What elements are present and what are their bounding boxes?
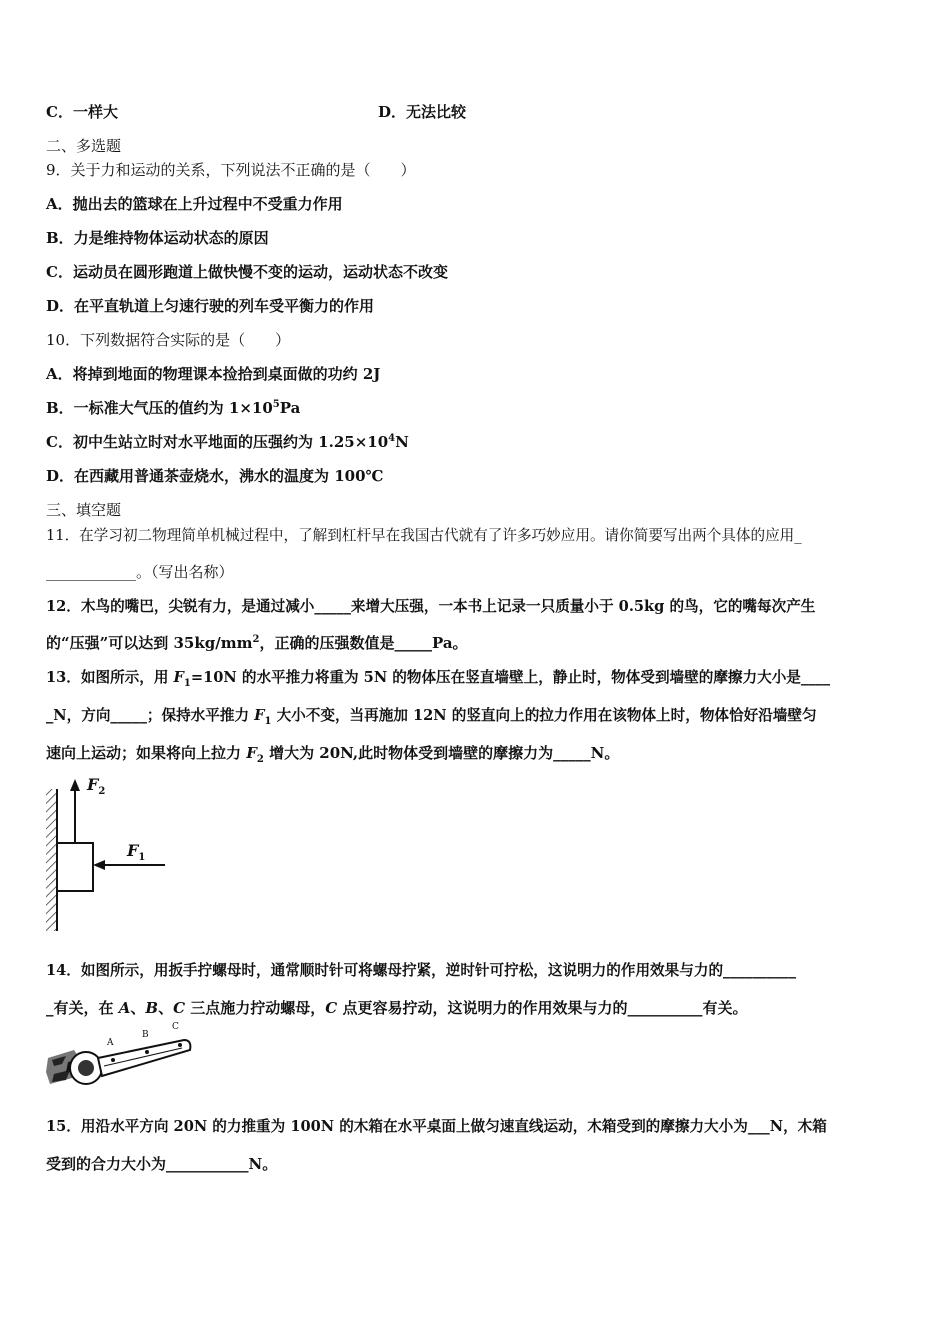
q9-option-c: C．运动员在圆形跑道上做快慢不变的运动，运动状态不改变 (46, 263, 448, 281)
q11-line2: ____________。（写出名称） (46, 563, 234, 581)
q8-option-d: D．无法比较 (378, 103, 467, 121)
q10-option-d: D．在西藏用普通茶壶烧水，沸水的温度为 100℃ (46, 467, 384, 485)
point-b (145, 1050, 149, 1054)
q9-option-d: D．在平直轨道上匀速行驶的列车受平衡力的作用 (46, 297, 375, 315)
block (57, 843, 93, 891)
f1-label: $F_1$ (127, 841, 146, 864)
point-c (178, 1043, 182, 1047)
section-heading-multiple-choice: 二、多选题 (46, 137, 122, 155)
q13-line3: 速向上运动；如果将向上拉力 $F_2$ 增大为 20N,此时物体受到墙壁的摩擦力为_____N。 (46, 744, 620, 765)
q14-line2: _有关，在 A、B、C 三点施力拧动螺母，C 点更容易拧动，这说明力的作用效果与力的__________有关。 (46, 999, 748, 1017)
q15-line2: 受到的合力大小为___________N。 (46, 1155, 278, 1173)
f1-arrowhead (93, 860, 105, 870)
wall-hatching (46, 789, 57, 931)
wall-block-diagram (40, 775, 180, 935)
q12-line1: 12．木鸟的嘴巴，尖锐有力，是通过减小_____来增大压强，一本书上记录一只质量小于 0.5kg 的鸟，它的嘴每次产生 (46, 598, 816, 615)
q14-line1: 14．如图所示，用扳手拧螺母时，通常顺时针可将螺母拧紧，逆时针可拧松，这说明力的作用效果与力的__________ (46, 962, 797, 979)
q13-figure-wall-block (40, 775, 180, 935)
point-a (111, 1058, 115, 1062)
wrench-diagram (44, 1028, 194, 1094)
q9-stem: 9．关于力和运动的关系，下列说法不正确的是（ ） (46, 161, 416, 179)
q10-option-a: A．将掉到地面的物理课本捡拾到桌面做的功约 2J (46, 365, 381, 383)
q10-stem: 10．下列数据符合实际的是（ ） (46, 331, 291, 349)
q10-option-b: B．一标准大气压的值约为 $1\times 10^5Pa$ (46, 399, 301, 417)
q9-option-a: A．抛出去的篮球在上升过程中不受重力作用 (46, 195, 343, 213)
q13-line2: _N，方向_____；保持水平推力 $F_1$ 大小不变，当再施加 12N 的竖直向上的拉力作用在该物体上时，物体恰好沿墙壁匀 (46, 707, 817, 727)
q8-option-c: C．一样大 (46, 103, 118, 121)
q11-line1: 11．在学习初二物理简单机械过程中，了解到杠杆早在我国古代就有了许多巧妙应用。请你简要写出两个具体的应用_ (46, 527, 802, 544)
label-c: C (172, 1022, 179, 1032)
label-b: B (142, 1030, 149, 1040)
q9-option-b: B．力是维持物体运动状态的原因 (46, 229, 269, 247)
section-heading-fill-in: 三、填空题 (46, 501, 122, 519)
q14-figure-wrench (44, 1022, 194, 1094)
f2-arrowhead (70, 779, 80, 791)
q15-line1: 15．用沿水平方向 20N 的力推重为 100N 的木箱在水平桌面上做匀速直线运动，木箱受到的摩擦力大小为___N，木箱 (46, 1118, 827, 1135)
label-a: A (107, 1038, 114, 1048)
wrench-socket (78, 1060, 94, 1076)
q12-line2: 的“压强”可以达到 $35kg/mm^2$，正确的压强数值是_____Pa。 (46, 634, 468, 652)
q13-line1: 13．如图所示，用 $F_1=10N$ 的水平推力将重为 5N 的物体压在竖直墙壁上，静止时，物体受到墙壁的摩擦力大小是____ (46, 669, 831, 689)
q10-option-c: C．初中生站立时对水平地面的压强约为 $1.25\times 10^4N$ (46, 433, 409, 451)
f2-label: $F_2$ (87, 775, 106, 798)
